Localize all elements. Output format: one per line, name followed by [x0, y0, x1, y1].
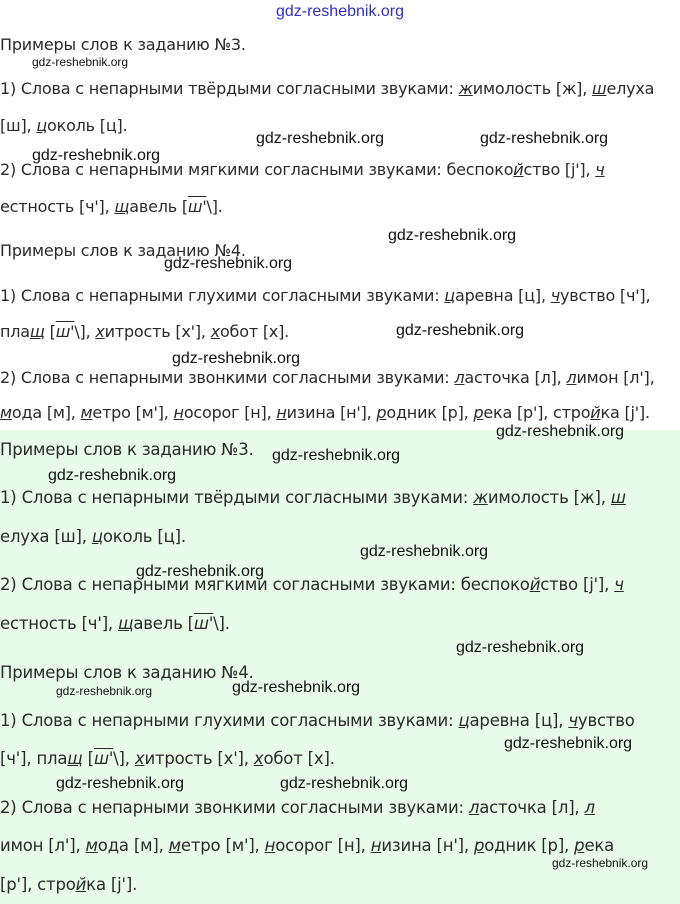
text-segment: аревна [ц], — [469, 711, 569, 730]
text-segment: авель [ — [129, 197, 188, 216]
underlined-letter: щ — [67, 749, 83, 768]
text-segment: елуха — [606, 79, 655, 98]
text-segment: \]. — [206, 197, 223, 216]
text-segment: естность [ч'], — [0, 197, 115, 216]
text-line — [0, 322, 289, 341]
text-segment: Примеры слов к заданию №4. — [0, 663, 254, 682]
text-segment: 1) Слова с непарными глухими согласными звуками: — [0, 711, 459, 730]
text-segment: [ш], — [0, 116, 37, 135]
underlined-letter: н — [173, 403, 184, 422]
text-segment: околь [ц]. — [102, 527, 186, 546]
watermark: gdz-reshebnik.org — [256, 130, 385, 147]
text-line — [0, 116, 127, 135]
underlined-letter: н — [370, 836, 382, 855]
text-segment: итрость [х'], — [144, 749, 254, 768]
overlined-sound: ш' — [187, 197, 207, 216]
watermark: gdz-reshebnik.org — [164, 255, 293, 272]
text-segment: одник [р], — [484, 836, 575, 855]
text-segment: асточка [л], — [479, 798, 585, 817]
underlined-letter: х — [95, 322, 105, 341]
text-segment: [ч'], пла — [0, 749, 68, 768]
text-segment: ода [м], — [97, 836, 169, 855]
text-segment: одник [р], — [386, 403, 474, 422]
text-segment: ство [j'], — [540, 575, 615, 594]
underlined-letter: ч — [595, 160, 605, 179]
text-line — [0, 711, 635, 730]
text-segment: изина [н'], — [381, 836, 474, 855]
watermark: gdz-reshebnik.org — [280, 775, 409, 792]
text-segment: \], — [113, 749, 135, 768]
text-segment: \], — [74, 322, 96, 341]
text-segment: имон [л'], — [576, 368, 655, 387]
text-segment: увство [ч'], — [560, 286, 651, 305]
watermark: gdz-reshebnik.org — [56, 775, 185, 792]
underlined-letter: х — [134, 749, 145, 768]
underlined-letter: л — [468, 798, 480, 817]
underlined-letter: х — [253, 749, 264, 768]
underlined-letter: щ — [114, 197, 130, 216]
text-segment: Примеры слов к заданию №4. — [0, 241, 246, 260]
text-line — [0, 368, 654, 387]
text-line — [0, 35, 246, 54]
underlined-letter: ц — [36, 116, 48, 135]
text-line — [0, 286, 650, 305]
watermark: gdz-reshebnik.org — [56, 684, 153, 698]
text-segment: авель [ — [133, 614, 194, 633]
text-segment: естность [ч'], — [0, 614, 119, 633]
underlined-letter: ж — [458, 79, 473, 98]
text-segment: увство — [577, 711, 635, 730]
underlined-letter: р — [473, 403, 484, 422]
underlined-letter: ч — [614, 575, 624, 594]
text-segment: ода [м], — [11, 403, 81, 422]
watermark: gdz-reshebnik.org — [480, 130, 609, 147]
underlined-letter: м — [80, 403, 93, 422]
text-segment: околь [ц]. — [47, 116, 128, 135]
underlined-letter: р — [474, 836, 485, 855]
text-segment: Примеры слов к заданию №3. — [0, 35, 246, 54]
text-line — [0, 527, 186, 546]
text-segment: етро [м'], — [180, 836, 265, 855]
watermark: gdz-reshebnik.org — [360, 543, 489, 560]
text-segment: ка [j']. — [600, 403, 650, 422]
text-line — [0, 488, 626, 507]
underlined-letter: ч — [550, 286, 560, 305]
text-segment: имолость [ж], — [472, 79, 592, 98]
site-header-link[interactable]: gdz-reshebnik.org — [275, 3, 405, 20]
watermark: gdz-reshebnik.org — [552, 856, 649, 870]
text-segment: ека — [584, 836, 615, 855]
text-segment: итрость [х'], — [104, 322, 211, 341]
underlined-letter: ш — [591, 79, 607, 98]
underlined-letter: й — [75, 875, 87, 894]
underlined-letter: х — [210, 322, 220, 341]
text-segment: осорог [н], — [275, 836, 371, 855]
underlined-letter: м — [0, 403, 12, 422]
underlined-letter: ч — [568, 711, 578, 730]
watermark: gdz-reshebnik.org — [136, 563, 265, 580]
text-segment: 2) Слова с непарными звонкими согласными звуками: — [0, 368, 455, 387]
underlined-letter: ц — [91, 527, 103, 546]
underlined-letter: щ — [118, 614, 134, 633]
overlined-sound: ш' — [55, 322, 75, 341]
overlined-sound: ш' — [193, 614, 214, 633]
underlined-letter: ц — [458, 711, 470, 730]
underlined-letter: й — [513, 160, 524, 179]
text-segment: [р'], стро — [0, 875, 76, 894]
underlined-letter: н — [264, 836, 276, 855]
text-line — [0, 403, 650, 422]
watermark: gdz-reshebnik.org — [232, 679, 361, 696]
text-line — [0, 575, 624, 594]
overlined-sound: ш' — [93, 749, 114, 768]
text-line — [0, 440, 254, 459]
text-segment: \]. — [213, 614, 230, 633]
text-segment: ека [р'], стро — [483, 403, 591, 422]
watermark: gdz-reshebnik.org — [388, 227, 517, 244]
underlined-letter: л — [454, 368, 465, 387]
underlined-letter: й — [590, 403, 601, 422]
text-segment: обот [х]. — [263, 749, 335, 768]
text-segment: 1) Слова с непарными твёрдыми согласными звуками: — [0, 488, 474, 507]
text-segment: пла — [0, 322, 30, 341]
underlined-letter: ц — [444, 286, 455, 305]
underlined-letter: ж — [473, 488, 488, 507]
answer-block-plain — [0, 30, 680, 428]
text-segment: асточка [л], — [464, 368, 567, 387]
text-segment: 2) Слова с непарными мягкими согласными звуками: беспоко — [0, 160, 514, 179]
underlined-letter: р — [574, 836, 585, 855]
text-segment: [ — [44, 322, 56, 341]
watermark: gdz-reshebnik.org — [504, 735, 633, 752]
text-segment: етро [м'], — [92, 403, 174, 422]
text-line — [0, 79, 654, 98]
text-segment: изина [н'], — [286, 403, 377, 422]
text-line — [0, 197, 223, 216]
underlined-letter: м — [168, 836, 181, 855]
text-segment: обот [х]. — [219, 322, 290, 341]
underlined-letter: н — [276, 403, 287, 422]
text-line — [0, 875, 137, 894]
text-segment: елуха [ш], — [0, 527, 92, 546]
watermark: gdz-reshebnik.org — [32, 55, 129, 69]
watermark: gdz-reshebnik.org — [456, 639, 585, 656]
watermark: gdz-reshebnik.org — [272, 447, 401, 464]
text-line — [0, 798, 595, 817]
underlined-letter: р — [376, 403, 387, 422]
underlined-letter: ш — [610, 488, 626, 507]
text-segment: ство [j'], — [523, 160, 596, 179]
text-segment: 1) Слова с непарными твёрдыми согласными звуками: — [0, 79, 459, 98]
underlined-letter: м — [85, 836, 98, 855]
text-segment: 2) Слова с непарными звонкими согласными звуками: — [0, 798, 469, 817]
underlined-letter: й — [529, 575, 541, 594]
answer-block-highlighted — [0, 430, 680, 904]
text-segment: 1) Слова с непарными глухими согласными звуками: — [0, 286, 445, 305]
text-segment: имолость [ж], — [487, 488, 611, 507]
underlined-letter: щ — [29, 322, 45, 341]
text-line — [0, 836, 614, 855]
text-line — [0, 663, 254, 682]
text-segment: 2) Слова с непарными мягкими согласными звуками: беспоко — [0, 575, 530, 594]
text-segment: ка [j']. — [86, 875, 138, 894]
text-line — [0, 614, 230, 633]
text-line — [0, 749, 335, 768]
watermark: gdz-reshebnik.org — [396, 322, 525, 339]
underlined-letter: л — [584, 798, 595, 817]
text-segment: Примеры слов к заданию №3. — [0, 440, 254, 459]
watermark: gdz-reshebnik.org — [48, 467, 177, 484]
text-segment: [ — [82, 749, 94, 768]
text-segment: аревна [ц], — [455, 286, 551, 305]
underlined-letter: л — [566, 368, 577, 387]
text-segment: осорог [н], — [183, 403, 277, 422]
watermark: gdz-reshebnik.org — [32, 147, 161, 164]
watermark: gdz-reshebnik.org — [172, 350, 301, 367]
watermark: gdz-reshebnik.org — [496, 423, 625, 440]
text-segment: имон [л'], — [0, 836, 86, 855]
